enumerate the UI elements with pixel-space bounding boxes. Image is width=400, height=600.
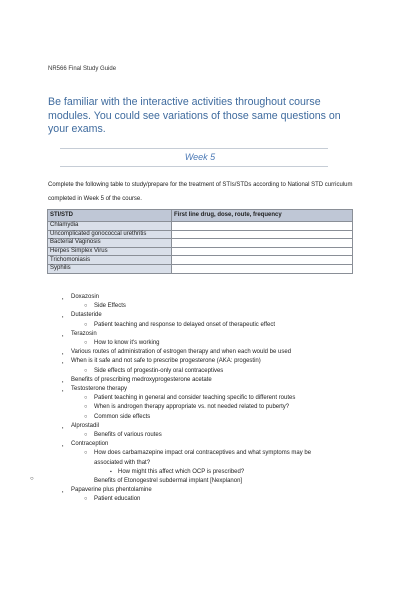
list-item-text: Side effects of progestin-only oral contraceptives	[94, 367, 224, 374]
divider-bottom	[60, 166, 328, 167]
list-item	[0, 293, 400, 302]
table-cell-sti: Uncomplicated gonococcal urethritis	[48, 230, 172, 239]
square-bullet-icon: ▪	[62, 388, 64, 394]
list-item-text: How does carbamazepine impact oral contraceptives and what symptoms may be associated with that?	[94, 450, 312, 466]
column-header-sti: STI/STD	[48, 210, 172, 222]
table-cell-sti: Chlamydia	[48, 222, 172, 231]
table-row	[48, 256, 353, 265]
hollow-bullet-icon: ○	[84, 404, 88, 411]
hollow-bullet-icon: ○	[84, 432, 88, 439]
table-cell-drug[interactable]	[172, 264, 353, 273]
table-cell-drug[interactable]	[172, 256, 353, 265]
list-item	[0, 367, 400, 376]
sti-treatment-table	[47, 209, 353, 274]
list-item-text: Benefits of Etonogestrel subdermal implant [Nexplanon]	[94, 478, 243, 485]
table-cell-sti: Syphilis	[48, 264, 172, 273]
list-item-text: How might this affect which OCP is prescribed?	[118, 468, 245, 475]
hollow-bullet-icon: ○	[84, 340, 88, 347]
hollow-bullet-icon: ○	[84, 367, 88, 374]
list-item-text: Papaverine plus phentolamine	[71, 487, 152, 494]
instructions-text: Complete the following table to study/prepare for the treatment of STIs/STDs according to National STD curriculum completed in Week 5 of the course.	[48, 182, 353, 202]
list-item	[0, 339, 400, 348]
list-item	[0, 348, 400, 357]
list-item-text: Common side effects	[94, 413, 151, 420]
list-item-text: Patient teaching in general and consider teaching specific to different routes	[94, 395, 296, 402]
list-item	[0, 422, 400, 431]
list-item-text: Benefits of various routes	[94, 432, 162, 439]
table-row	[48, 264, 353, 273]
list-item-text: Benefits of prescribing medroxyprogesterone acetate	[71, 376, 212, 383]
table-cell-sti: Bacterial Vaginosis	[48, 239, 172, 248]
square-bullet-icon: ▪	[62, 332, 64, 338]
hollow-bullet-icon: ○	[84, 413, 88, 420]
list-item-text: Various routes of administration of estrogen therapy and when each would be used	[71, 349, 292, 356]
list-item	[0, 477, 400, 486]
list-item-text: Patient education	[94, 496, 141, 503]
list-item-text: Patient teaching and response to delayed onset of therapeutic effect	[94, 321, 276, 328]
square-bullet-icon: ▪	[62, 443, 64, 449]
list-item-text: Doxazosin	[71, 294, 100, 300]
square-bullet-icon: ▪	[110, 468, 112, 475]
square-bullet-icon: ▪	[62, 360, 64, 366]
list-item	[0, 413, 400, 422]
intro-paragraph: Be familiar with the interactive activities throughout course modules. You could see variations of those same questions on your exams.	[48, 96, 341, 135]
table-cell-sti: Herpes Simplex Virus	[48, 247, 172, 256]
list-item-text: When is it safe and not safe to prescribe progesterone (AKA: progestin)	[71, 358, 261, 365]
square-bullet-icon: ▪	[62, 314, 64, 320]
list-item-text: Side Effects	[94, 303, 126, 310]
document-header: NR566 Final Study Guide	[48, 66, 117, 72]
list-item-text: Dutasteride	[71, 312, 102, 319]
table-row	[48, 247, 353, 256]
hollow-bullet-icon: ○	[30, 476, 34, 482]
hollow-bullet-icon: ○	[84, 303, 88, 310]
table-cell-drug[interactable]	[172, 247, 353, 256]
list-item	[0, 440, 400, 449]
list-item	[0, 394, 400, 403]
hollow-bullet-icon: ○	[84, 395, 88, 402]
column-header-first-line-drug: First line drug, dose, route, frequency	[172, 210, 353, 222]
table-cell-drug[interactable]	[172, 222, 353, 231]
list-item	[0, 357, 400, 366]
list-item-text: How to know it's working	[94, 340, 160, 347]
list-item	[0, 449, 400, 467]
table-row	[48, 239, 353, 248]
list-item-text: Alprostadil	[71, 422, 100, 429]
hollow-bullet-icon: ○	[84, 450, 88, 457]
table-header-row	[48, 210, 353, 222]
hollow-bullet-icon: ○	[84, 321, 88, 328]
square-bullet-icon: ▪	[62, 378, 64, 384]
table-row	[48, 230, 353, 239]
list-item-text: Contraception	[71, 441, 109, 448]
table-cell-drug[interactable]	[172, 239, 353, 248]
list-item	[0, 385, 400, 394]
study-topic-list	[0, 293, 400, 505]
square-bullet-icon: ▪	[62, 351, 64, 357]
list-item-text: When is androgen therapy appropriate vs. not needed related to puberty?	[94, 404, 290, 411]
week-heading: Week 5	[184, 152, 216, 162]
list-item	[0, 330, 400, 339]
list-item	[0, 431, 400, 440]
table-cell-drug[interactable]	[172, 230, 353, 239]
divider-top	[60, 148, 328, 149]
list-item	[0, 495, 400, 504]
table-row	[48, 222, 353, 231]
square-bullet-icon: ▪	[62, 424, 64, 430]
list-item	[0, 403, 400, 412]
list-item-text: Terazosin	[71, 330, 97, 337]
square-bullet-icon: ▪	[62, 296, 64, 301]
table-cell-sti: Trichomoniasis	[48, 256, 172, 265]
list-item	[0, 321, 400, 330]
list-item	[0, 486, 400, 495]
list-item	[0, 311, 400, 320]
list-item-text: Testosterone therapy	[71, 386, 128, 393]
list-item	[0, 302, 400, 311]
list-item	[0, 376, 400, 385]
square-bullet-icon: ▪	[62, 489, 64, 495]
list-item	[0, 468, 400, 477]
hollow-bullet-icon: ○	[84, 496, 88, 503]
